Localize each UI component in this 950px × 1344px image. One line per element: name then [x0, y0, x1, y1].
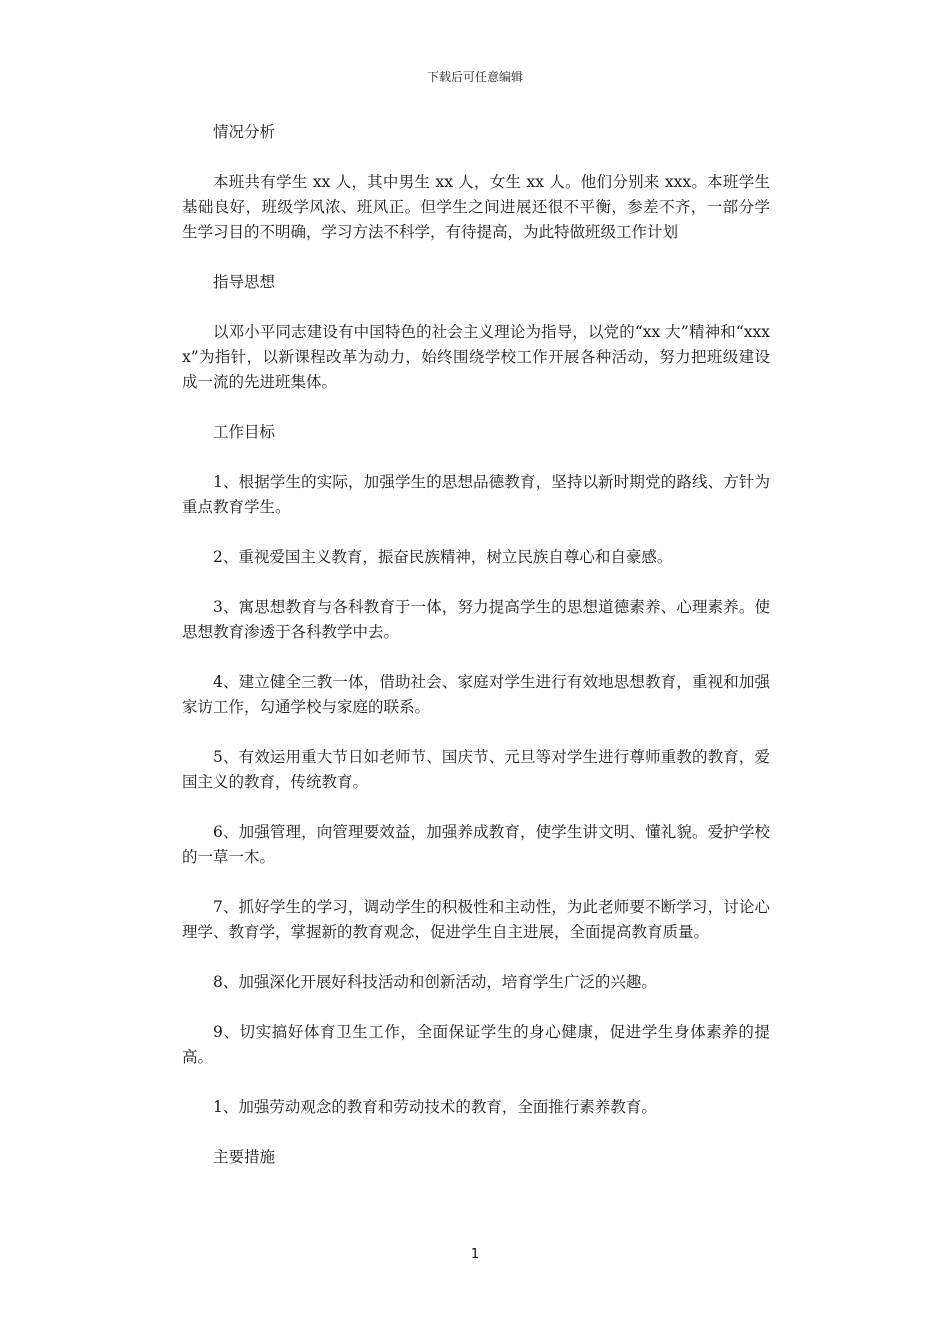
section-heading-situation: 情况分析 [213, 123, 276, 141]
section-heading-goals: 工作目标 [213, 423, 276, 441]
goal-item-8: 8、加强深化开展好科技活动和创新活动，培育学生广泛的兴趣。 [213, 973, 657, 991]
document-body [182, 120, 770, 1195]
section-heading-measures: 主要措施 [213, 1148, 276, 1166]
paragraph-guiding: 以邓小平同志建设有中国特色的社会主义理论为指导，以党的“xx 大”精神和“xxxx”为指针，以新课程改革为动力，始终围绕学校工作开展各种活动，努力把班级建设成一流的先进班集体。 [182, 323, 770, 391]
goal-item-5: 5、有效运用重大节日如老师节、国庆节、元旦等对学生进行尊师重教的教育，爱国主义的教育，传统教育。 [182, 748, 770, 791]
goal-item-9: 9、切实搞好体育卫生工作，全面保证学生的身心健康，促进学生身体素养的提高。 [182, 1023, 770, 1066]
goal-item-10: 1、加强劳动观念的教育和劳动技术的教育，全面推行素养教育。 [213, 1098, 657, 1116]
goal-item-6: 6、加强管理，向管理要效益，加强养成教育，使学生讲文明、懂礼貌。爱护学校的一草一木。 [182, 823, 770, 866]
page-number: 1 [470, 1247, 480, 1262]
goal-item-7: 7、抓好学生的学习，调动学生的积极性和主动性，为此老师要不断学习，讨论心理学、教育学，掌握新的教育观念，促进学生自主进展，全面提高教育质量。 [182, 898, 770, 941]
goal-item-2: 2、重视爱国主义教育，振奋民族精神，树立民族自尊心和自豪感。 [213, 548, 673, 566]
goal-item-3: 3、寓思想教育与各科教育于一体，努力提高学生的思想道德素养、心理素养。使思想教育渗透于各科教学中去。 [182, 598, 770, 641]
goal-item-1: 1、根据学生的实际，加强学生的思想品德教育，坚持以新时期党的路线、方针为重点教育学生。 [182, 473, 770, 516]
paragraph-situation: 本班共有学生 xx 人，其中男生 xx 人，女生 xx 人。他们分别来 xxx。本班学生基础良好，班级学风浓、班风正。但学生之间进展还很不平衡，参差不齐，一部分学生学习目的不明确，学习方法不科学，有待提高，为此特做班级工作计划 [182, 173, 770, 241]
header-note: 下载后可任意编辑 [426, 70, 523, 84]
goal-item-4: 4、建立健全三教一体，借助社会、家庭对学生进行有效地思想教育，重视和加强家访工作，勾通学校与家庭的联系。 [182, 673, 770, 716]
section-heading-guiding: 指导思想 [213, 273, 276, 291]
